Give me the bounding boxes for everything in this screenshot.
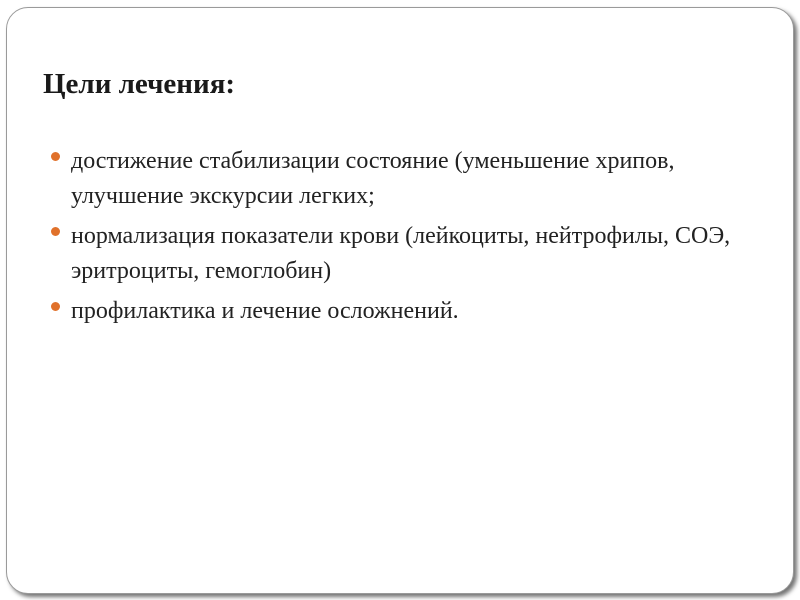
bullet-list — [47, 144, 747, 334]
slide-panel — [6, 7, 794, 594]
bullet-text: достижение стабилизации состояние (уменьшение хрипов, улучшение экскурсии легких; — [71, 148, 675, 209]
bullet-dot-icon — [51, 227, 60, 236]
slide-title: Цели лечения: — [43, 68, 236, 100]
list-item — [47, 219, 747, 289]
bullet-dot-icon — [51, 152, 60, 161]
bullet-dot-icon — [51, 302, 60, 311]
bullet-text: нормализация показатели крови (лейкоциты, нейтрофилы, СОЭ, эритроциты, гемоглобин) — [71, 223, 731, 284]
list-item — [47, 294, 747, 329]
bullet-text: профилактика и лечение осложнений. — [71, 298, 459, 324]
list-item — [47, 144, 747, 214]
